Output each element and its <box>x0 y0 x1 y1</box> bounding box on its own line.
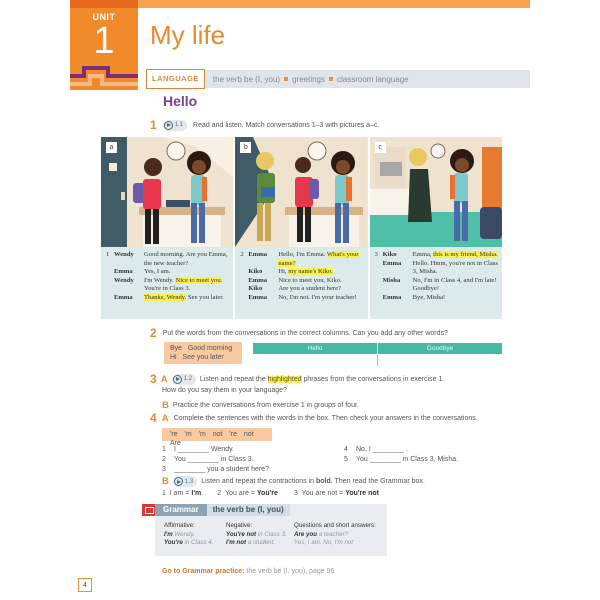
grammar-col-negative: Negative: You're not in Class 3. I'm not a student. <box>226 522 287 546</box>
instruction: Put the words from the conversations in the correct columns. Can you add any other words? <box>162 329 448 337</box>
line-text: I'm Wendy. Nice to meet you. You're in Class 3. <box>144 276 223 293</box>
grammar-title: the verb be (I, you) <box>207 504 290 516</box>
audio-track: 1.3 <box>184 478 194 485</box>
column-hello: Hello <box>253 343 378 354</box>
conversation-1 <box>101 247 235 319</box>
grammar-tag: Grammar <box>155 504 207 516</box>
exercise-4-header <box>150 411 478 425</box>
pictures <box>101 137 502 247</box>
exercise-number: 4 <box>150 411 157 425</box>
audio-button[interactable] <box>172 374 196 385</box>
speaker: Wendy <box>114 276 134 284</box>
speaker: Emma <box>248 276 268 284</box>
sub-letter: A <box>160 373 168 385</box>
sub-letter: A <box>161 412 169 424</box>
exercise-4b <box>162 476 425 487</box>
speaker: Kiko <box>248 285 263 293</box>
instruction: Practice the conversations from exercise 1 in groups of four. <box>172 402 359 409</box>
conversation-2 <box>235 247 369 319</box>
picture-c <box>370 137 502 247</box>
highlighted-phrase: What's your name? <box>278 251 359 267</box>
conv-number: 3 <box>374 251 378 258</box>
exercise-1-header <box>150 118 379 132</box>
language-items <box>213 75 409 84</box>
unit-number: 1 <box>93 20 115 62</box>
language-tag: LANGUAGE <box>146 69 205 89</box>
highlighted-phrase: this is my friend, Misha. <box>433 251 498 258</box>
line-text: Are you a student here? <box>278 285 341 293</box>
exercise-number: 2 <box>150 326 157 340</box>
column-divider <box>377 354 378 366</box>
line-text: Hello. Hmm, you're not in Class 3, Misha. <box>412 259 498 276</box>
contractions <box>162 490 379 497</box>
audio-button[interactable] <box>163 120 187 131</box>
unit-label: UNIT <box>92 12 116 22</box>
speaker: Emma <box>382 259 402 267</box>
line-text: Nice to meet you, Kiko. <box>278 276 342 284</box>
page-number: 4 <box>78 578 92 592</box>
audio-track: 1.1 <box>174 122 184 128</box>
exercise-number: 3 <box>150 372 157 386</box>
word: See you later <box>182 354 224 361</box>
exercise-3 <box>150 372 444 394</box>
picture-a <box>101 137 233 247</box>
language-item: greetings <box>292 74 325 84</box>
word: Bye <box>170 345 183 352</box>
instruction: Complete the sentences with the words in the box. Then check your answers in the conversations. <box>173 414 478 422</box>
picture-label: c <box>375 142 386 153</box>
line-text: Hi, my name's Kiko. <box>278 268 333 276</box>
sub-letter: B <box>162 400 169 411</box>
exercise-3b <box>162 400 359 411</box>
section-title: Hello <box>163 93 198 109</box>
contraction: 1 I am = I'm <box>162 490 202 497</box>
line-text: Hello, I'm Emma. What's your name? <box>278 251 359 267</box>
play-icon <box>174 477 183 486</box>
picture-label: a <box>106 142 117 153</box>
grammar-col-questions: Questions and short answers: Are you a teacher? Yes, I am. No, I'm not <box>294 522 376 546</box>
word: Good morning <box>187 345 233 352</box>
exercise-number: 1 <box>150 118 157 132</box>
line-text: Good morning. Are you Emma, the new teacher? <box>144 251 228 267</box>
speaker: Kiko <box>382 251 397 258</box>
grammar-columns <box>164 522 384 548</box>
language-item: the verb be (I, you) <box>212 74 281 84</box>
speaker: Emma <box>114 293 133 301</box>
unit-badge <box>70 0 138 90</box>
grammar-header <box>155 504 290 516</box>
instruction: Listen and repeat the highlighted phrases from the conversations in exercise 1. <box>199 375 445 383</box>
word-box: 're 'm 'm not 're not Are <box>162 428 272 441</box>
highlighted-phrase: Thanks, Wendy. <box>144 293 187 301</box>
speaker: Emma <box>248 251 268 258</box>
picture-label: b <box>240 142 251 153</box>
line-text: No, I'm not. I'm your teacher! <box>278 293 357 301</box>
sentence-1: 1 I ________ Wendy. <box>162 446 235 453</box>
sentence-4: 4 No, I ________ . <box>344 446 408 453</box>
highlighted-word: highlighted <box>267 375 302 383</box>
play-icon <box>164 121 173 130</box>
word-box <box>164 342 242 364</box>
language-item: classroom language <box>337 74 409 84</box>
illustration-meeting-icon <box>235 137 367 247</box>
page-title: My life <box>150 20 226 50</box>
speaker: Kiko <box>248 268 263 276</box>
column-headers <box>253 343 502 354</box>
sentence-2: 2 You ________ in Class 3. <box>162 456 254 463</box>
illustration-hallway-icon <box>101 137 233 247</box>
audio-button[interactable] <box>173 476 197 487</box>
conv-number: 1 <box>106 251 110 258</box>
instruction: Listen and repeat the contractions in bold. Then read the Grammar box. <box>201 478 425 485</box>
speaker: Emma <box>248 293 268 301</box>
instruction-continued: How do you say them in your language? <box>162 387 287 394</box>
top-banner <box>70 0 530 8</box>
line-text: No, I'm in Class 4, and I'm late! Goodbye! <box>412 276 497 293</box>
steps-decoration-icon <box>70 60 138 90</box>
line-text: Yes, I am. <box>144 268 171 276</box>
word: Hi <box>170 354 177 361</box>
unit-strip <box>70 0 138 8</box>
sub-letter: B <box>162 476 169 487</box>
book-icon <box>142 504 155 516</box>
bullet-icon <box>284 77 288 81</box>
conv-number: 2 <box>240 251 244 258</box>
language-bar <box>146 70 530 88</box>
column-goodbye: Goodbye <box>426 345 454 352</box>
speaker: Misha <box>382 276 401 284</box>
conversations <box>101 247 502 319</box>
picture-b <box>235 137 367 247</box>
line-text: Emma, this is my friend, Misha. <box>412 251 498 258</box>
speaker: Emma <box>382 293 402 301</box>
grammar-box <box>155 504 387 556</box>
sentence-5: 5 You ________ in Class 3, Misha. <box>344 456 459 463</box>
bullet-icon <box>329 77 333 81</box>
grammar-col-affirmative: Affirmative: I'm Wendy. You're in Class 4. <box>164 522 214 546</box>
audio-track: 1.2 <box>183 376 192 382</box>
line-text: Bye, Misha! <box>412 293 446 301</box>
line-text: Thanks, Wendy. See you later. <box>144 293 224 301</box>
grammar-practice-link[interactable]: Go to Grammar practice: the verb be (I, you), page 96 <box>162 568 335 575</box>
speaker: Wendy <box>114 251 134 258</box>
highlighted-phrase: Nice to meet you. <box>175 276 223 284</box>
instruction: Read and listen. Match conversations 1–3 with pictures a–c. <box>193 121 380 129</box>
contraction: 3 You are not = You're not <box>293 490 380 497</box>
contraction: 2 You are = You're <box>217 490 278 497</box>
play-icon <box>173 375 182 384</box>
conversation-3 <box>370 247 502 319</box>
highlighted-phrase: my name's Kiko. <box>288 268 333 276</box>
speaker: Emma <box>114 268 133 276</box>
sentence-3: 3 ________ you a student here? <box>162 466 269 473</box>
exercise-2-header <box>150 326 448 340</box>
illustration-handshake-icon <box>370 137 502 247</box>
